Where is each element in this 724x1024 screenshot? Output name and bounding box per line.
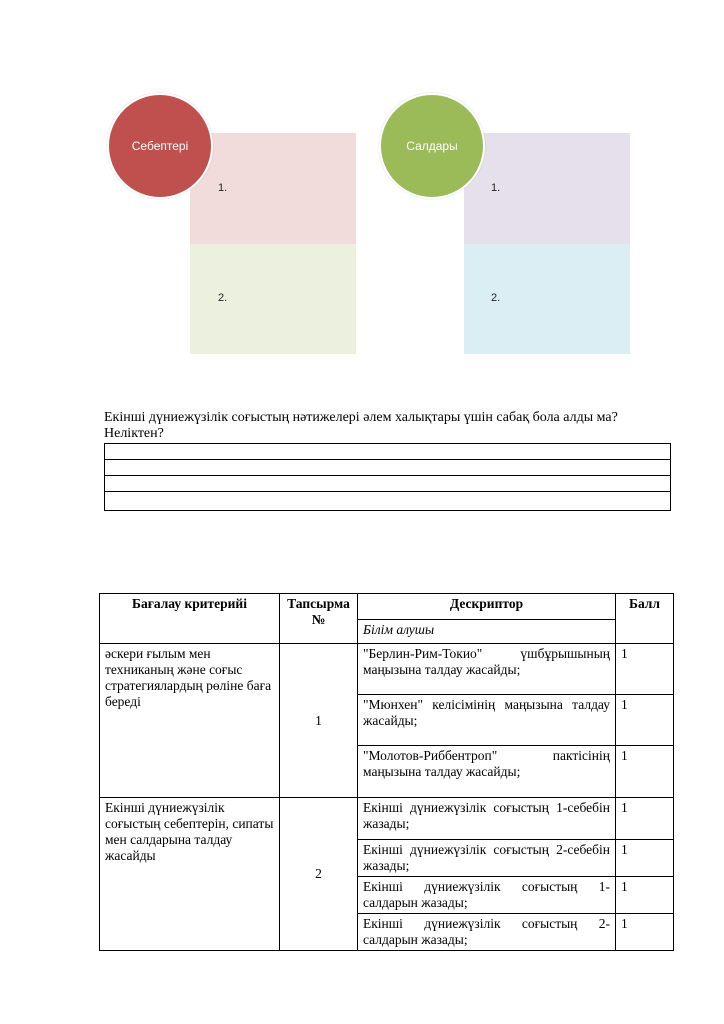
task-number-1: 1: [280, 644, 358, 798]
score-2-3: 1: [616, 877, 674, 914]
descriptor-2-3: Екінші дүниежүзілік соғыстың 1-салдарын жазады;: [358, 877, 616, 914]
criterion-2: Екінші дүниежүзілік соғыстың себептерін, сипаты мен салдарына талдау жасайды: [100, 798, 280, 951]
score-2-4: 1: [616, 914, 674, 951]
effects-box-1: [464, 133, 630, 244]
causes-title: Себептері: [131, 139, 189, 153]
descriptor-1-3: "Молотов-Риббентроп" пактісінің маңызына талдау жасайды;: [358, 746, 616, 798]
causes-circle: [107, 93, 213, 199]
score-1-3: 1: [616, 746, 674, 798]
header-criterion: Бағалау критерийі: [100, 594, 280, 644]
causes-item-1: 1.: [218, 182, 228, 194]
answer-lines[interactable]: [104, 443, 671, 511]
effects-item-1: 1.: [491, 182, 501, 194]
effects-circle: [379, 93, 485, 199]
score-2-1: 1: [616, 798, 674, 840]
header-score: Балл: [616, 594, 674, 644]
causes-item-2: 2.: [218, 292, 228, 304]
score-1-2: 1: [616, 695, 674, 746]
criterion-1: әскери ғылым мен техниканың және соғыс стратегиялардың рөліне баға береді: [100, 644, 280, 798]
descriptor-2-4: Екінші дүниежүзілік соғыстың 2-салдарын жазады;: [358, 914, 616, 951]
score-1-1: 1: [616, 644, 674, 695]
question-text: Екінші дүниежүзілік соғыстың нәтижелері әлем халықтары үшін сабақ бола алды ма? Неліктен?: [104, 410, 618, 441]
answer-line[interactable]: [105, 492, 670, 508]
causes-box-1: [190, 133, 356, 244]
effects-item-2: 2.: [491, 292, 501, 304]
score-2-2: 1: [616, 840, 674, 877]
header-learner: Білім алушы: [358, 620, 616, 644]
descriptor-1-1: "Берлин-Рим-Токио" үшбұрышының маңызына талдау жасайды;: [358, 644, 616, 695]
header-descriptor: Дескриптор: [358, 594, 616, 620]
header-task: Тапсырма №: [280, 594, 358, 644]
descriptor-2-2: Екінші дүниежүзілік соғыстың 2-себебін жазады;: [358, 840, 616, 877]
task-number-2: 2: [280, 798, 358, 951]
assessment-table: [99, 593, 674, 951]
descriptor-1-2: "Мюнхен" келісімінің маңызына талдау жасайды;: [358, 695, 616, 746]
descriptor-2-1: Екінші дүниежүзілік соғыстың 1-себебін жазады;: [358, 798, 616, 840]
effects-title: Салдары: [406, 139, 458, 153]
answer-line[interactable]: [105, 460, 670, 476]
causes-box-2: [190, 244, 356, 354]
answer-line[interactable]: [105, 476, 670, 492]
answer-line[interactable]: [105, 444, 670, 460]
effects-box-2: [464, 244, 630, 354]
